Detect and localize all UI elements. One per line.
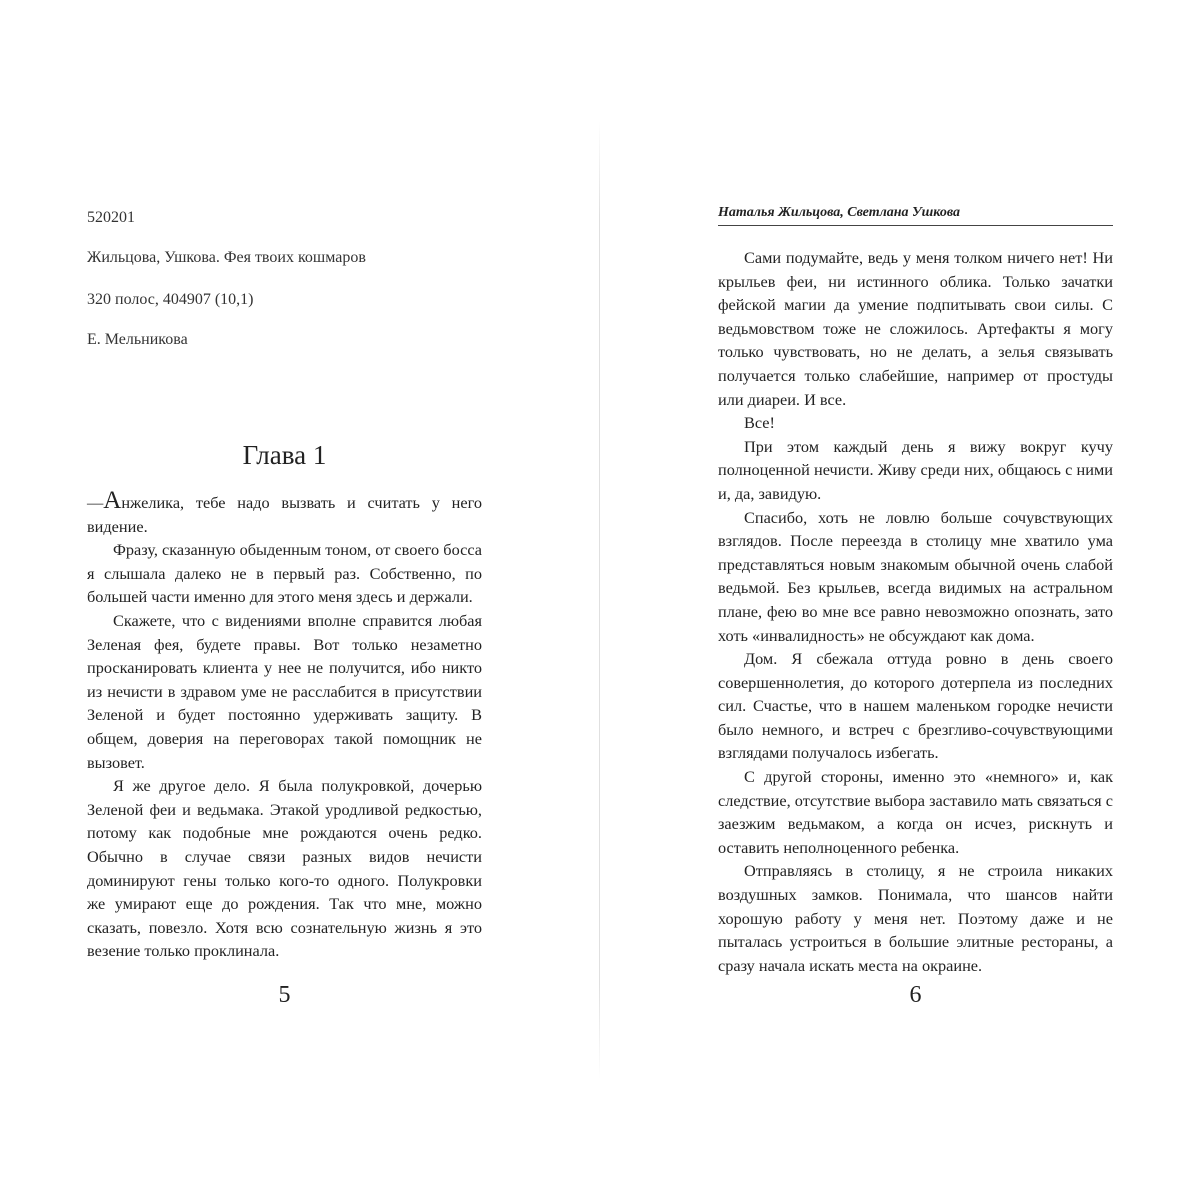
page-gutter xyxy=(599,120,600,1080)
right-page xyxy=(718,0,1113,1200)
left-page xyxy=(87,0,482,1200)
running-head: Наталья Жильцова, Светлана Ушкова xyxy=(718,205,1113,226)
paragraph: Я же другое дело. Я была полукровкой, дочерью Зеленой феи и ведьмака. Этакой уродливой редкостью, потому как подобные мне рождаются очень редко. Обычно в случае связи разных видов нечисти доминируют гены только кого-то одного. Полукровки же умирают еще до рождения. Так что мне, можно сказать, повезло. Хотя всю сознательную жизнь я это везение только проклинала. xyxy=(87,776,482,961)
paragraph: Все! xyxy=(744,413,775,433)
paragraph: Отправляясь в столицу, я не строила никаких воздушных замков. Понимала, что шансов найти хорошую работу у меня нет. Поэтому даже и не пыталась устроиться в большие элитные рестораны, а сразу начала искать места на окраине. xyxy=(718,861,1113,975)
paragraph: Скажете, что с видениями вполне справится любая Зеленая фея, будете правы. Вот только незаметно просканировать клиента у нее не получится, ибо никто из нечисти в здравом уме не расслабится в присутствии Зеленой и будет постоянно удерживать защиту. В общем, доверия на переговорах такой помощник не вызовет. xyxy=(87,610,482,772)
paragraph: При этом каждый день я вижу вокруг кучу полноценной нечисти. Живу среди них, общаюсь с ними и, да, завидую. xyxy=(718,436,1113,503)
print-meta-code: 520201 xyxy=(87,209,135,226)
page-number-left: 5 xyxy=(278,982,291,1008)
paragraph: Сами подумайте, ведь у меня толком ничего нет! Ни крыльев феи, ни истинного облика. Только зачатки фейской магии да умение подпитывать свои силы. С ведьмовством тоже не сложилось. Артефакты я могу только чувствовать, но не делать, а зелья связывать получается только слабейшие, например от простуды или диареи. И все. xyxy=(718,248,1113,409)
print-meta-editor: Е. Мельникова xyxy=(87,331,188,348)
opening-paragraph xyxy=(87,489,482,538)
drop-cap: А xyxy=(103,487,122,514)
print-meta-pages: 320 полос, 404907 (10,1) xyxy=(87,291,254,308)
paragraph: С другой стороны, именно это «немного» и, как следствие, отсутствие выбора заставило мать связаться с заезжим ведьмаком, а когда он исчез, рискнуть и оставить неполноценного ребенка. xyxy=(718,767,1113,857)
left-body-text xyxy=(87,489,482,963)
paragraph: Спасибо, хоть не ловлю больше сочувствующих взглядов. После переезда в столицу мне хватило ума представляться новым знакомым обычной очень слабой ведьмой. Без крыльев, всегда видимых на астральном плане, фею во мне все равно невозможно опознать, зато хоть «инвалидность» не обсуждают как дома. xyxy=(718,507,1113,645)
opening-text: нжелика, тебе надо вызвать и считать у него видение. xyxy=(87,493,482,536)
chapter-title: Глава 1 xyxy=(242,440,327,470)
page-number-right: 6 xyxy=(909,982,922,1008)
paragraph: Дом. Я сбежала оттуда ровно в день своего совершеннолетия, до которого дотерпела из последних сил. Счастье, что в нашем маленьком городке нечисти было немного, и встреч с брезгливо-сочувствующими взглядами получалось избегать. xyxy=(718,649,1113,763)
paragraph: Фразу, сказанную обыденным тоном, от своего босса я слышала далеко не в первый раз. Собственно, по большей части именно для этого меня здесь и держали. xyxy=(87,540,482,607)
opening-dash: — xyxy=(87,493,104,512)
right-body-text xyxy=(718,246,1113,977)
print-meta-title: Жильцова, Ушкова. Фея твоих кошмаров xyxy=(87,249,366,266)
